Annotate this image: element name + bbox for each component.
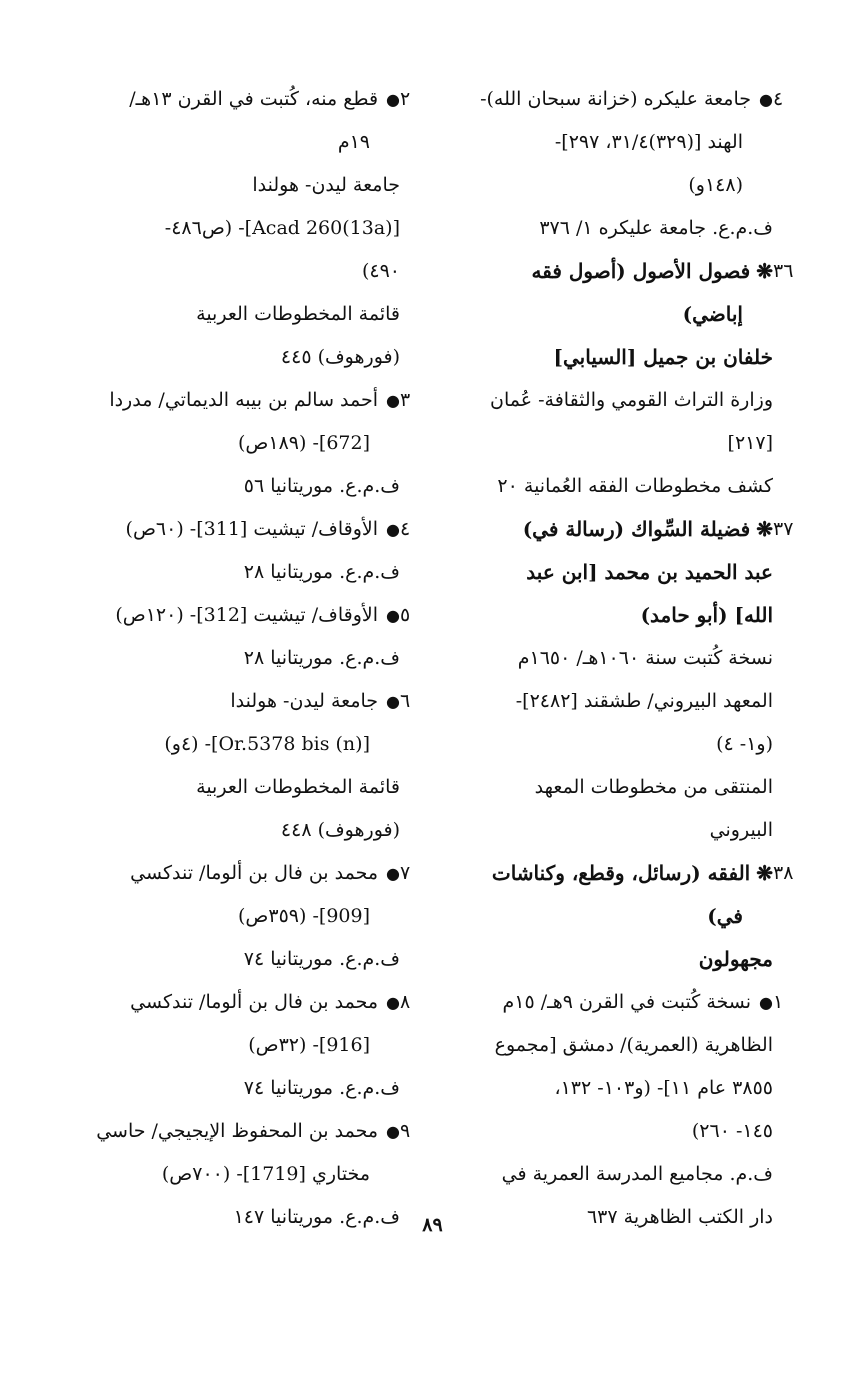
line-text: ف.م.ع. موريتانيا ١٤٧ xyxy=(233,1206,400,1228)
line-text: نسخة كُتبت في القرن ٩هـ/ ١٥م xyxy=(502,991,752,1013)
entry-line xyxy=(470,637,773,680)
entry-line xyxy=(470,508,773,551)
catalog-entry xyxy=(82,938,400,981)
catalog-entry xyxy=(470,766,773,852)
asterisk-icon: ❋ xyxy=(756,517,773,541)
entry-line xyxy=(470,121,773,164)
entry-line xyxy=(82,422,400,465)
entry-line xyxy=(470,1024,773,1067)
line-text: ١٤٥- ٢٦٠) xyxy=(691,1120,773,1142)
entry-line xyxy=(82,895,400,938)
entry-line xyxy=(82,465,400,508)
catalog-entry xyxy=(82,1067,400,1110)
line-text: محمد بن فال بن ألوما/ تندكسي xyxy=(130,991,379,1013)
line-text: ف.م.ع. موريتانيا ٧٤ xyxy=(243,948,400,970)
line-text: المنتقى من مخطوطات المعهد xyxy=(534,776,773,798)
right-column xyxy=(470,78,794,1239)
catalog-entry xyxy=(470,637,773,680)
line-text: محمد بن المحفوظ الإيجيجي/ حاسي xyxy=(96,1120,379,1142)
bullet-icon: ● xyxy=(386,606,400,625)
entry-line xyxy=(470,293,773,336)
line-text: قائمة المخطوطات العربية xyxy=(196,776,400,798)
line-text: وزارة التراث القومي والثقافة- عُمان xyxy=(489,389,773,411)
catalog-entry xyxy=(82,594,411,637)
catalog-entry xyxy=(82,981,411,1067)
entry-line xyxy=(470,422,773,465)
line-text: كشف مخطوطات الفقه العُمانية ٢٠ xyxy=(497,475,773,497)
catalog-entry xyxy=(470,207,773,250)
entry-line xyxy=(82,1110,400,1153)
entry-line xyxy=(470,1153,773,1196)
entry-line xyxy=(470,938,773,981)
entry-line xyxy=(82,121,400,164)
entry-line xyxy=(470,852,773,895)
catalog-entry xyxy=(470,852,794,938)
line-text: إباضي) xyxy=(682,302,743,326)
line-text: الظاهرية (العمرية)/ دمشق [مجموع xyxy=(494,1034,773,1056)
entry-line xyxy=(470,1067,773,1110)
catalog-entry xyxy=(470,508,794,551)
line-text: المعهد البيروني/ طشقند [٢٤٨٢]- xyxy=(515,690,773,712)
line-text: ف.م. مجاميع المدرسة العمرية في xyxy=(501,1163,773,1185)
catalog-entry xyxy=(470,379,773,465)
line-text: قائمة المخطوطات العربية xyxy=(196,303,400,325)
line-text: ف.م.ع. موريتانيا ٧٤ xyxy=(243,1077,400,1099)
line-text: ف.م.ع. موريتانيا ٢٨ xyxy=(243,647,400,669)
entry-number: ٦ xyxy=(400,690,411,712)
entry-line xyxy=(82,1024,400,1067)
entry-line xyxy=(470,465,773,508)
catalog-entry xyxy=(82,852,411,938)
bullet-icon: ● xyxy=(759,993,773,1012)
line-text: جامعة عليكره (خزانة سبحان الله)- xyxy=(480,88,752,110)
line-text: (١٤٨و) xyxy=(688,174,743,196)
line-text: [916]- (٣٢ص) xyxy=(248,1034,370,1056)
catalog-entry xyxy=(82,78,411,164)
entry-line xyxy=(82,379,400,422)
line-text: ف.م.ع. موريتانيا ٥٦ xyxy=(243,475,400,497)
entry-number: ١ xyxy=(773,991,784,1013)
entry-number: ٤ xyxy=(400,518,411,540)
entry-line xyxy=(82,207,400,250)
entry-line xyxy=(82,1153,400,1196)
line-text: الأوقاف/ تيشيت [311]- (٦٠ص) xyxy=(125,518,379,540)
entry-line xyxy=(82,766,400,809)
line-text: [672]- (١٨٩ص) xyxy=(238,432,370,454)
entry-number: ٨ xyxy=(400,991,411,1013)
catalog-entry xyxy=(470,938,773,981)
catalog-entry xyxy=(82,551,400,594)
catalog-entry xyxy=(82,680,411,766)
catalog-entry xyxy=(82,766,400,852)
entry-line xyxy=(470,250,773,293)
bullet-icon: ● xyxy=(386,692,400,711)
page-number: ٨٩ xyxy=(422,1214,443,1236)
entry-line xyxy=(82,852,400,895)
catalog-entry xyxy=(470,336,773,379)
line-text: ف.م.ع. جامعة عليكره ١/ ٣٧٦ xyxy=(539,217,773,239)
entry-number: ٧ xyxy=(400,862,411,884)
catalog-entry xyxy=(470,680,773,766)
bullet-icon: ● xyxy=(759,90,773,109)
entry-line xyxy=(470,766,773,809)
line-text: ٤٩٠) xyxy=(361,260,400,282)
catalog-entry xyxy=(82,164,400,293)
line-text: ف.م.ع. موريتانيا ٢٨ xyxy=(243,561,400,583)
line-text: الفقه (رسائل، وقطع، وكناشات xyxy=(491,861,751,885)
line-text: مختاري [1719]- (٧٠٠ص) xyxy=(161,1163,370,1185)
catalog-entry xyxy=(470,250,794,336)
catalog-entry xyxy=(82,637,400,680)
catalog-entry xyxy=(470,981,784,1024)
line-text: قطع منه، كُتبت في القرن ١٣هـ/ xyxy=(129,88,379,110)
catalog-entry xyxy=(470,465,773,508)
entry-line xyxy=(82,809,400,852)
catalog-entry xyxy=(82,1110,411,1196)
entry-line xyxy=(82,164,400,207)
left-column xyxy=(82,78,411,1239)
catalog-entry xyxy=(470,78,784,207)
line-text: ١٩م xyxy=(337,131,370,153)
bullet-icon: ● xyxy=(386,1122,400,1141)
entry-line xyxy=(470,164,773,207)
line-text: في) xyxy=(707,904,743,928)
bullet-icon: ● xyxy=(386,90,400,109)
line-text: (فورهوف) ٤٤٥ xyxy=(280,346,400,368)
entry-line xyxy=(82,1067,400,1110)
asterisk-icon: ❋ xyxy=(756,861,773,885)
line-text: خلفان بن جميل [السيابي] xyxy=(553,345,773,369)
entry-line xyxy=(82,78,400,121)
bullet-icon: ● xyxy=(386,993,400,1012)
catalog-entry xyxy=(82,465,400,508)
entry-line xyxy=(470,723,773,766)
entry-line xyxy=(82,637,400,680)
catalog-entry xyxy=(82,293,400,379)
line-text: (و١- ٤) xyxy=(716,733,773,755)
entry-line xyxy=(470,809,773,852)
line-text: عبد الحميد بن محمد [ابن عبد xyxy=(526,560,773,584)
line-text: ٣٨٥٥ عام ١١]- (و١٠٣- ١٣٢، xyxy=(554,1077,773,1099)
line-text: الله] (أبو حامد) xyxy=(640,603,773,627)
entry-line xyxy=(82,723,400,766)
entry-number: ٣٨ xyxy=(773,862,794,884)
entry-line xyxy=(82,680,400,723)
line-text: [٢١٧] xyxy=(727,432,773,454)
entry-number: ٥ xyxy=(400,604,411,626)
entry-line xyxy=(82,551,400,594)
entry-line xyxy=(82,938,400,981)
line-text: مجهولون xyxy=(698,947,773,971)
entry-line xyxy=(82,336,400,379)
entry-line xyxy=(470,207,773,250)
catalog-entry xyxy=(470,551,773,637)
line-text: نسخة كُتبت سنة ١٠٦٠هـ/ ١٦٥٠م xyxy=(517,647,773,669)
entry-line xyxy=(470,336,773,379)
entry-line xyxy=(470,551,773,594)
line-text: محمد بن فال بن ألوما/ تندكسي xyxy=(130,862,379,884)
entry-line xyxy=(470,594,773,637)
catalog-entry xyxy=(470,1024,773,1153)
line-text: الأوقاف/ تيشيت [312]- (١٢٠ص) xyxy=(115,604,379,626)
entry-line xyxy=(82,594,400,637)
line-text: دار الكتب الظاهرية ٦٣٧ xyxy=(586,1206,773,1228)
entry-number: ٣ xyxy=(400,389,411,411)
line-text: [Acad 260(13a)]- (ص٤٨٦- xyxy=(164,217,400,239)
line-text: أحمد سالم بن بيبه الديماتي/ مدردا xyxy=(109,389,379,411)
entry-line xyxy=(470,895,773,938)
bullet-icon: ● xyxy=(386,864,400,883)
catalog-entry xyxy=(82,508,411,551)
entry-line xyxy=(82,981,400,1024)
entry-line xyxy=(470,78,773,121)
entry-number: ٩ xyxy=(400,1120,411,1142)
catalog-entry xyxy=(82,379,411,465)
line-text: فضيلة السِّواك (رسالة في) xyxy=(522,517,751,541)
line-text: جامعة ليدن- هولندا xyxy=(252,174,400,196)
entry-line xyxy=(82,250,400,293)
entry-number: ٣٧ xyxy=(773,518,794,540)
entry-number: ٤ xyxy=(773,88,784,110)
entry-line xyxy=(470,379,773,422)
line-text: [Or.5378 bis (n)]- (٤و) xyxy=(164,733,370,755)
bullet-icon: ● xyxy=(386,520,400,539)
entry-number: ٣٦ xyxy=(773,260,794,282)
line-text: الهند [(٣٢٩)٣١/٤، ٢٩٧]- xyxy=(554,131,743,153)
line-text: [909]- (٣٥٩ص) xyxy=(238,905,370,927)
entry-line xyxy=(470,981,773,1024)
entry-number: ٢ xyxy=(400,88,411,110)
asterisk-icon: ❋ xyxy=(756,259,773,283)
bullet-icon: ● xyxy=(386,391,400,410)
entry-line xyxy=(82,508,400,551)
line-text: جامعة ليدن- هولندا xyxy=(230,690,379,712)
entry-line xyxy=(470,680,773,723)
line-text: البيروني xyxy=(709,819,773,841)
line-text: (فورهوف) ٤٤٨ xyxy=(280,819,400,841)
entry-line xyxy=(470,1110,773,1153)
line-text: فصول الأصول (أصول فقه xyxy=(531,259,751,283)
entry-line xyxy=(82,293,400,336)
